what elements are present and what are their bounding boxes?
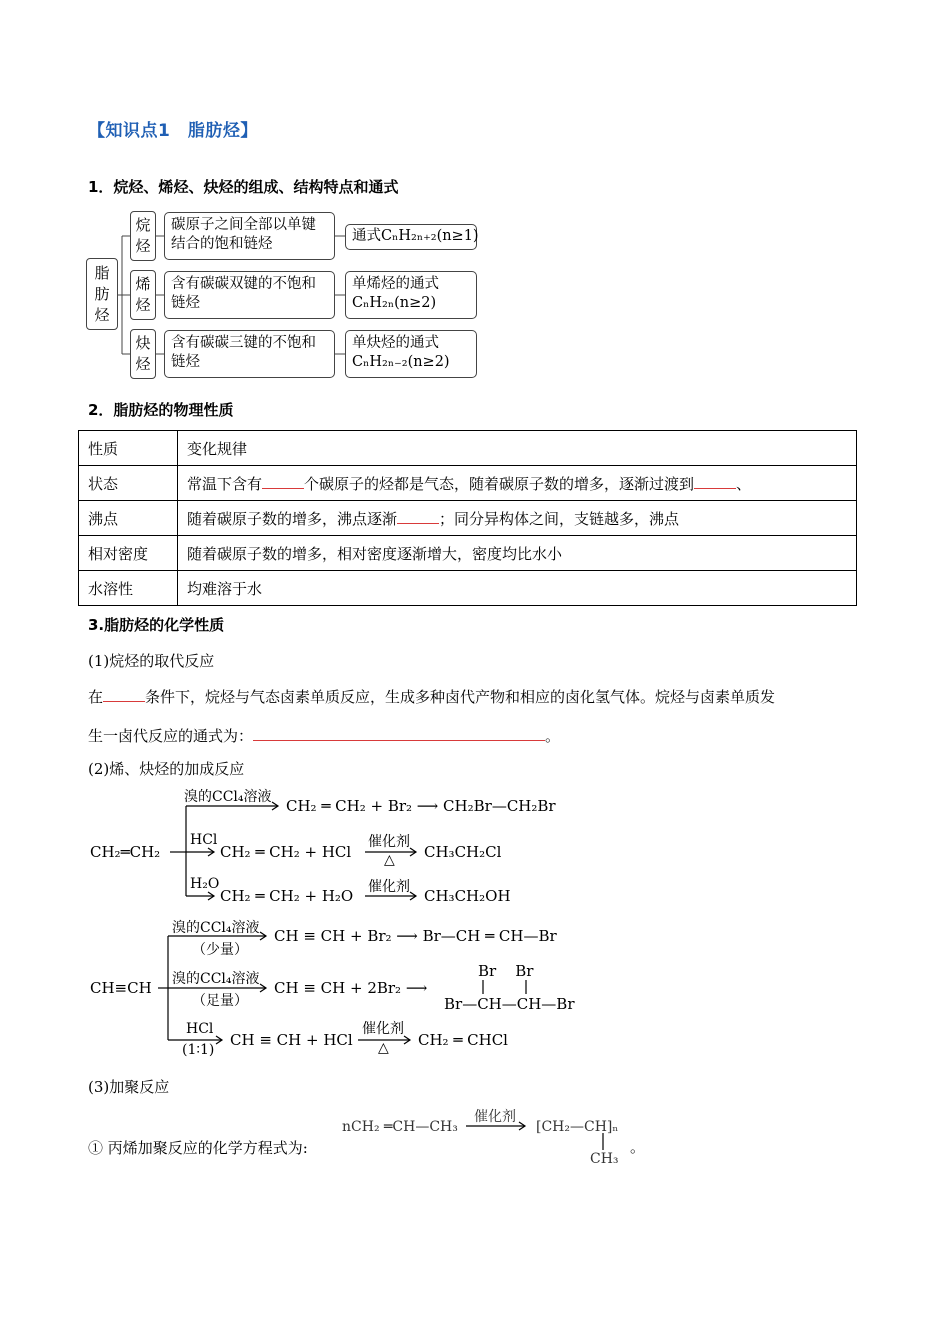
ethyne-r3-ratio: (1∶1) — [182, 1042, 215, 1058]
table-row: 相对密度 随着碳原子数的增多，相对密度逐渐增大，密度均比水小 — [79, 536, 857, 571]
ethene-r2-left: CH₂ ═ CH₂ + HCl — [220, 843, 352, 861]
ethyne-r2-product-top: Br Br — [478, 962, 534, 980]
ethyne-r3-left: CH ≡ CH + HCl — [230, 1031, 353, 1049]
general-formula: CₙH₂ₙ₋₂(n≥2) — [352, 354, 450, 370]
ethene-r2-heat: △ — [384, 852, 395, 868]
root-char: 脂 — [94, 264, 110, 282]
formula-box-alkane: 通式CₙH₂ₙ₊₂(n≥1) — [345, 224, 477, 250]
ethyne-r3-heat: △ — [378, 1040, 389, 1056]
ethene-reactant: CH₂═CH₂ — [90, 843, 161, 861]
type-box-alkane: 烷 烃 — [130, 211, 156, 261]
type-box-alkyne: 炔 烃 — [130, 329, 156, 379]
ethyne-r2-product: Br—CH—CH—Br — [444, 995, 575, 1013]
ethyne-r2-left: CH ≡ CH + 2Br₂ ⟶ — [274, 979, 428, 997]
ethyne-r3-product: CH₂ ═ CHCl — [418, 1031, 508, 1049]
ethyne-r2-amount: （足量） — [192, 993, 248, 1009]
general-formula: CₙH₂ₙ₊₂(n≥1) — [381, 228, 479, 244]
ethene-r1-condition: 溴的CCl₄溶液 — [184, 789, 272, 805]
s3-sub3: (3)加聚反应 — [88, 1078, 170, 1096]
section-heading: 【知识点1 脂肪烃】 — [88, 121, 258, 141]
table-header: 变化规律 — [178, 431, 857, 466]
polymerization-end: 。 — [630, 1138, 646, 1156]
ethyne-r3-condition: HCl — [186, 1021, 214, 1037]
ethene-r3-catalyst: 催化剂 — [368, 879, 410, 895]
s2-title: 2．脂肪烃的物理性质 — [88, 401, 234, 419]
polymerization-reactant: nCH₂ ═CH—CH₃ — [342, 1119, 458, 1135]
table-header: 性质 — [79, 431, 178, 466]
table-row: 沸点 随着碳原子数的增多，沸点逐渐 ；同分异构体之间，支链越多，沸点 — [79, 501, 857, 536]
ethyne-r3-catalyst: 催化剂 — [362, 1021, 404, 1037]
s3-sub1: (1)烷烃的取代反应 — [88, 652, 215, 670]
root-char: 肪 — [94, 285, 110, 303]
struct-box-alkyne: 含有碳碳三键的不饱和 链烃 — [164, 330, 335, 378]
ethene-r3-condition: H₂O — [190, 876, 220, 892]
formula-box-alkene: 单烯烃的通式 CₙH₂ₙ(n≥2) — [345, 271, 477, 319]
polymerization-lead: ① 丙烯加聚反应的化学方程式为: — [88, 1139, 308, 1157]
polymerization-product-branch: CH₃ — [590, 1151, 619, 1167]
polymerization-product: [CH₂—CH]ₙ — [536, 1119, 619, 1135]
s3-paragraph-2: 生一卤代反应的通式为： 。 — [88, 727, 561, 745]
ethene-r3-left: CH₂ ═ CH₂ + H₂O — [220, 887, 354, 905]
ethyne-r1-amount: （少量） — [192, 942, 248, 958]
general-formula: CₙH₂ₙ(n≥2) — [352, 295, 437, 311]
table-row: 状态 常温下含有 个碳原子的烃都是气态，随着碳原子数的增多，逐渐过渡到 、 — [79, 466, 857, 501]
struct-box-alkane: 碳原子之间全部以单键 结合的饱和链烃 — [164, 212, 335, 260]
struct-box-alkene: 含有碳碳双键的不饱和 链烃 — [164, 271, 335, 319]
s3-title: 3.脂肪烃的化学性质 — [88, 616, 225, 634]
ethene-r1-equation: CH₂ ═ CH₂ + Br₂ ⟶ CH₂Br—CH₂Br — [286, 797, 556, 815]
ethyne-reactant: CH≡CH — [90, 979, 152, 997]
ethyne-r1-equation: CH ≡ CH + Br₂ ⟶ Br—CH ═ CH—Br — [274, 927, 557, 945]
table-row: 水溶性 均难溶于水 — [79, 571, 857, 606]
ethyne-r2-condition: 溴的CCl₄溶液 — [172, 971, 260, 987]
ethene-r3-product: CH₃CH₂OH — [424, 887, 511, 905]
ethyne-r1-condition: 溴的CCl₄溶液 — [172, 920, 260, 936]
formula-box-alkyne: 单炔烃的通式 CₙH₂ₙ₋₂(n≥2) — [345, 330, 477, 378]
polymerization-catalyst: 催化剂 — [474, 1109, 516, 1125]
root-char: 烃 — [94, 306, 110, 324]
s3-sub2: (2)烯、炔烃的加成反应 — [88, 760, 245, 778]
ethene-r2-catalyst: 催化剂 — [368, 834, 410, 850]
ethene-r2-product: CH₃CH₂Cl — [424, 843, 502, 861]
type-box-alkene: 烯 烃 — [130, 270, 156, 320]
ethene-r2-condition: HCl — [190, 832, 218, 848]
s3-paragraph-1: 在 条件下，烷烃与气态卤素单质反应，生成多种卤代产物和相应的卤化氢气体。烷烃与卤素单质发 — [88, 688, 776, 706]
s1-title: 1．烷烃、烯烃、炔烃的组成、结构特点和通式 — [88, 178, 399, 196]
